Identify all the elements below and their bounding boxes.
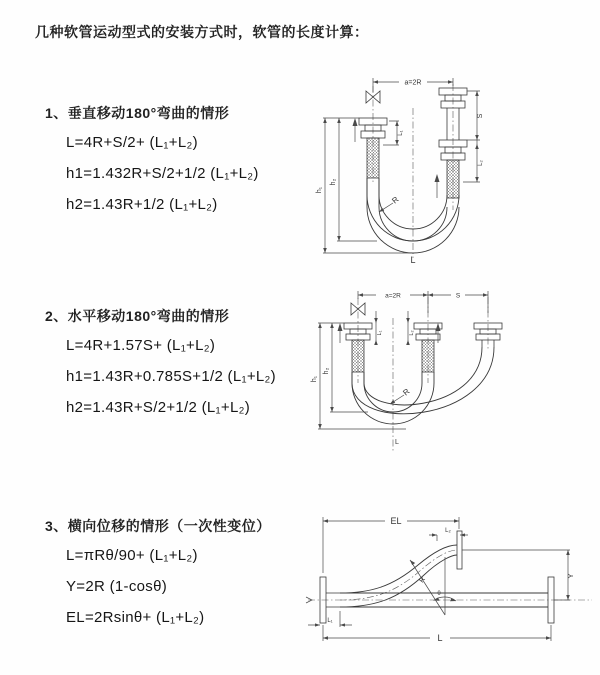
section-2-formula-L: L=4R+1.57S+ (L₁+L₂) xyxy=(66,337,216,354)
dimension-lines xyxy=(311,291,488,446)
centerlines xyxy=(358,297,488,451)
dim-label-s: S xyxy=(455,292,461,300)
dimension-lines xyxy=(308,516,575,643)
dim-label-r: R xyxy=(401,386,412,398)
dim-label-l2: L₂ xyxy=(478,160,484,166)
section-3-formula-EL: EL=2Rsinθ+ (L₁+L₂) xyxy=(66,609,205,626)
dim-label-theta: θ xyxy=(437,591,441,597)
dim-label-r: R xyxy=(390,194,401,206)
dim-label-h1: h₁ xyxy=(316,186,323,194)
dim-label-a2r: a=2R xyxy=(385,292,401,300)
section-3-formula-Y: Y=2R (1-cosθ) xyxy=(66,578,168,595)
dim-label-total-l: L xyxy=(437,633,443,643)
dim-label-h2: h₂ xyxy=(330,178,337,186)
section-2-formula-h1: h1=1.43R+0.785S+1/2 (L₁+L₂) xyxy=(66,368,276,385)
dim-label-total-l: L xyxy=(410,255,416,265)
section-3-formula-L: L=πRθ/90+ (L₁+L₂) xyxy=(66,547,198,564)
section-1-heading: 1、垂直移动180°弯曲的情形 xyxy=(45,105,230,121)
dim-label-l2: L₂ xyxy=(445,528,451,534)
dim-label-h1: h₁ xyxy=(311,375,318,383)
upper-right-flange xyxy=(457,531,462,569)
dim-label-y: Y xyxy=(566,573,575,579)
section-2-heading: 2、水平移动180°弯曲的情形 xyxy=(45,308,230,324)
dim-label-l2: L₂ xyxy=(409,330,415,336)
section-1-formula-L: L=4R+S/2+ (L₁+L₂) xyxy=(66,134,198,151)
section-2-formula-h2: h2=1.43R+S/2+1/2 (L₁+L₂) xyxy=(66,399,251,416)
section-1-formula-h2: h2=1.43R+1/2 (L₁+L₂) xyxy=(66,196,218,213)
dim-label-l1: L₁ xyxy=(327,618,333,624)
dim-label-r: R xyxy=(418,576,428,585)
dim-label-total-l: L xyxy=(395,439,399,446)
dim-label-a2r: a=2R xyxy=(404,79,422,87)
section-3-heading: 3、横向位移的情形（一次性变位） xyxy=(45,518,271,534)
diagram-lateral-displacement xyxy=(300,505,600,655)
diagram-vertical-180-bend xyxy=(315,70,570,265)
dim-label-h2: h₂ xyxy=(323,367,330,375)
dim-label-l1: L₁ xyxy=(377,330,383,336)
dim-label-l1: L₁ xyxy=(398,130,404,136)
section-1-formula-h1: h1=1.432R+S/2+1/2 (L₁+L₂) xyxy=(66,165,259,182)
dim-label-el: EL xyxy=(390,516,402,526)
dim-label-s: S xyxy=(477,113,484,119)
movement-arrows xyxy=(353,118,440,198)
page-title: 几种软管运动型式的安装方式时，软管的长度计算： xyxy=(35,24,369,40)
diagram-horizontal-180-bend xyxy=(310,283,575,458)
